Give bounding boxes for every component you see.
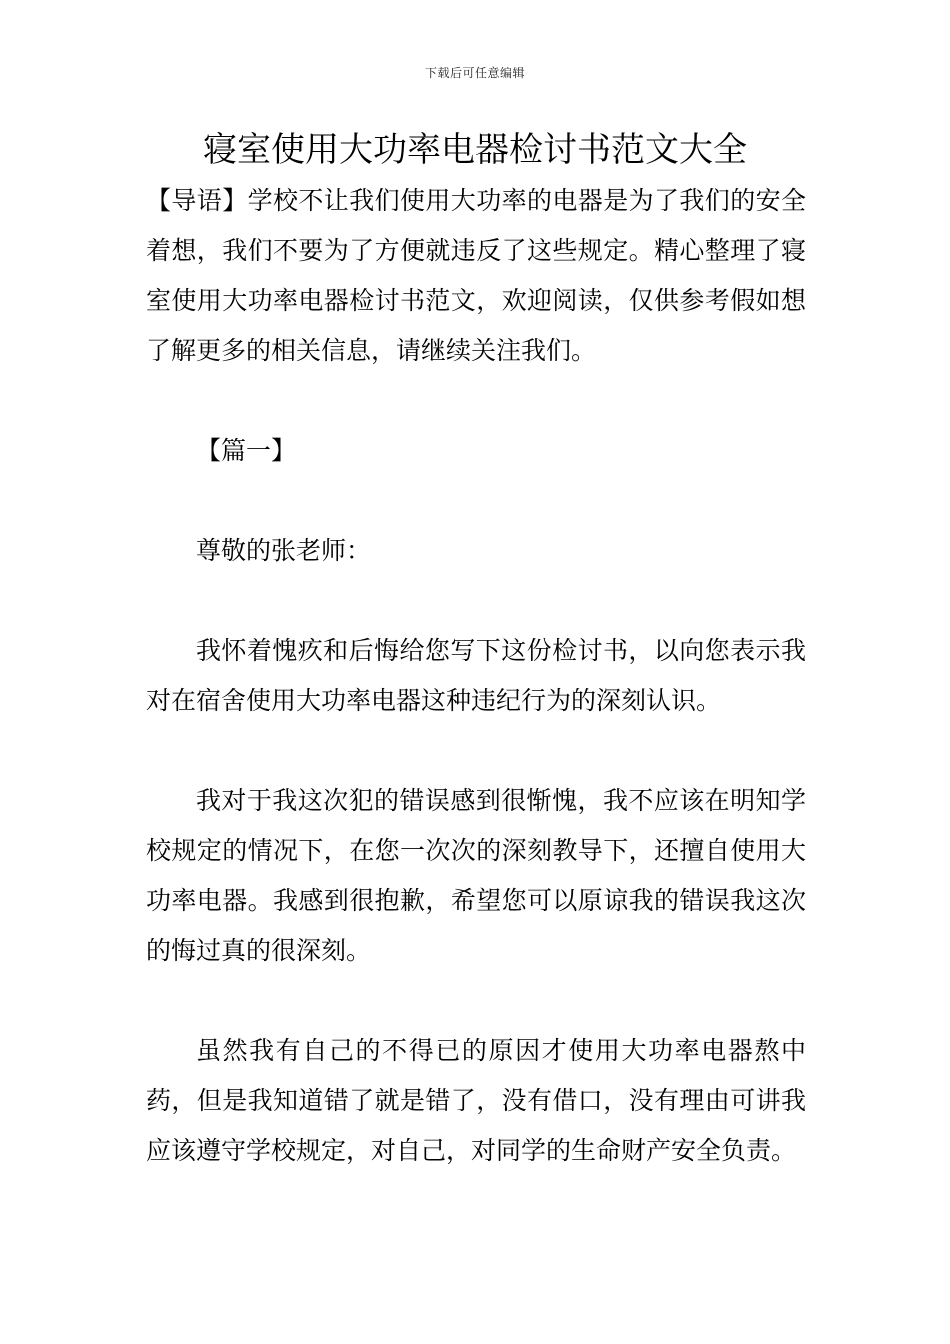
spacer [146,726,806,776]
spacer [146,976,806,1026]
body-paragraph-1: 我怀着愧疚和后悔给您写下这份检讨书，以向您表示我对在宿舍使用大功率电器这种违纪行为的深刻认识。 [146,636,806,715]
spacer [146,576,806,626]
intro-paragraph: 【导语】学校不让我们使用大功率的电器是为了我们的安全着想，我们不要为了方便就违反了这些规定。精心整理了寝室使用大功率电器检讨书范文，欢迎阅读，仅供参考假如想了解更多的相关信息，请继续关注我们。 [146,186,806,365]
body-paragraph-3: 虽然我有自己的不得已的原因才使用大功率电器熬中药，但是我知道错了就是错了，没有借口，没有理由可讲我应该遵守学校规定，对自己，对同学的生命财产安全负责。 [146,1036,806,1165]
salutation: 尊敬的张老师： [196,536,372,565]
spacer [146,376,806,426]
body-paragraph-2: 我对于我这次犯的错误感到很惭愧，我不应该在明知学校规定的情况下，在您一次次的深刻教导下，还擅自使用大功率电器。我感到很抱歉，希望您可以原谅我的错误我这次的悔过真的很深刻。 [146,786,806,965]
spacer [146,476,806,526]
section-heading: 【篇一】 [196,436,297,465]
document-title: 寝室使用大功率电器检讨书范文大全 [203,130,747,170]
header-note: 下载后可任意编辑 [424,66,525,80]
document-body [146,176,806,1176]
